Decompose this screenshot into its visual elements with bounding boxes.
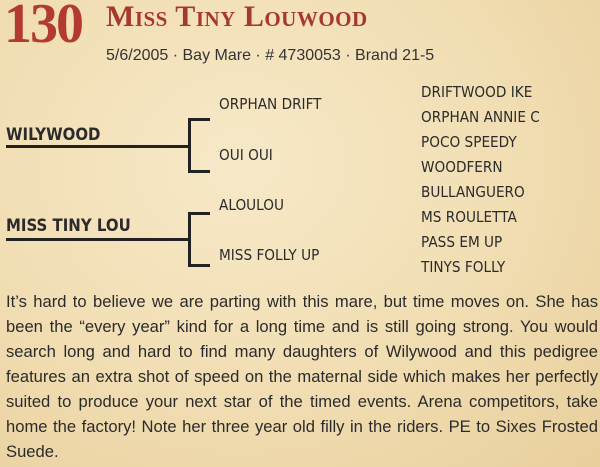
sire-line	[6, 145, 191, 148]
horse-info: 5/6/2005 · Bay Mare · # 4730053 · Brand 21-5	[106, 47, 435, 64]
horse-name: Miss Tiny Louwood	[106, 0, 368, 33]
third-gen-5: BULLANGUERO	[421, 183, 525, 201]
sire-bracket-vertical	[188, 118, 191, 173]
dam-line	[6, 238, 191, 241]
third-gen-1: DRIFTWOOD IKE	[421, 83, 533, 101]
dam-name: MISS TINY LOU	[6, 216, 131, 236]
third-gen-8: TINYS FOLLY	[421, 258, 506, 276]
sire-bracket-bottom	[188, 170, 210, 173]
third-gen-2: ORPHAN ANNIE C	[421, 108, 540, 126]
dam-bracket-top	[188, 212, 210, 215]
dam-bracket-vertical	[188, 212, 191, 267]
sire-name: WILYWOOD	[6, 125, 101, 145]
sire-dam-name: OUI OUI	[219, 146, 273, 164]
sire-sire-name: ORPHAN DRIFT	[219, 95, 322, 113]
third-gen-7: PASS EM UP	[421, 233, 503, 251]
dam-dam-name: MISS FOLLY UP	[219, 246, 320, 264]
third-gen-4: WOODFERN	[421, 158, 503, 176]
third-gen-6: MS ROULETTA	[421, 208, 517, 226]
dam-sire-name: ALOULOU	[219, 196, 285, 214]
dam-bracket-bottom	[188, 264, 210, 267]
description-text: It’s hard to believe we are parting with this mare, but time moves on. She has been the “every year” kind for a long time and is still going strong. You would search long and hard to find many daughters of Wilywood and this pedigree features an extra shot of speed on the maternal side which makes her perfectly suited to produce your next star of the timed events. Arena competitors, take home the factory! Note her three year old filly in the riders. PE to Sixes Frosted Suede.	[6, 292, 598, 461]
third-gen-3: POCO SPEEDY	[421, 133, 517, 151]
lot-number: 130	[4, 0, 82, 55]
sire-bracket-top	[188, 118, 210, 121]
